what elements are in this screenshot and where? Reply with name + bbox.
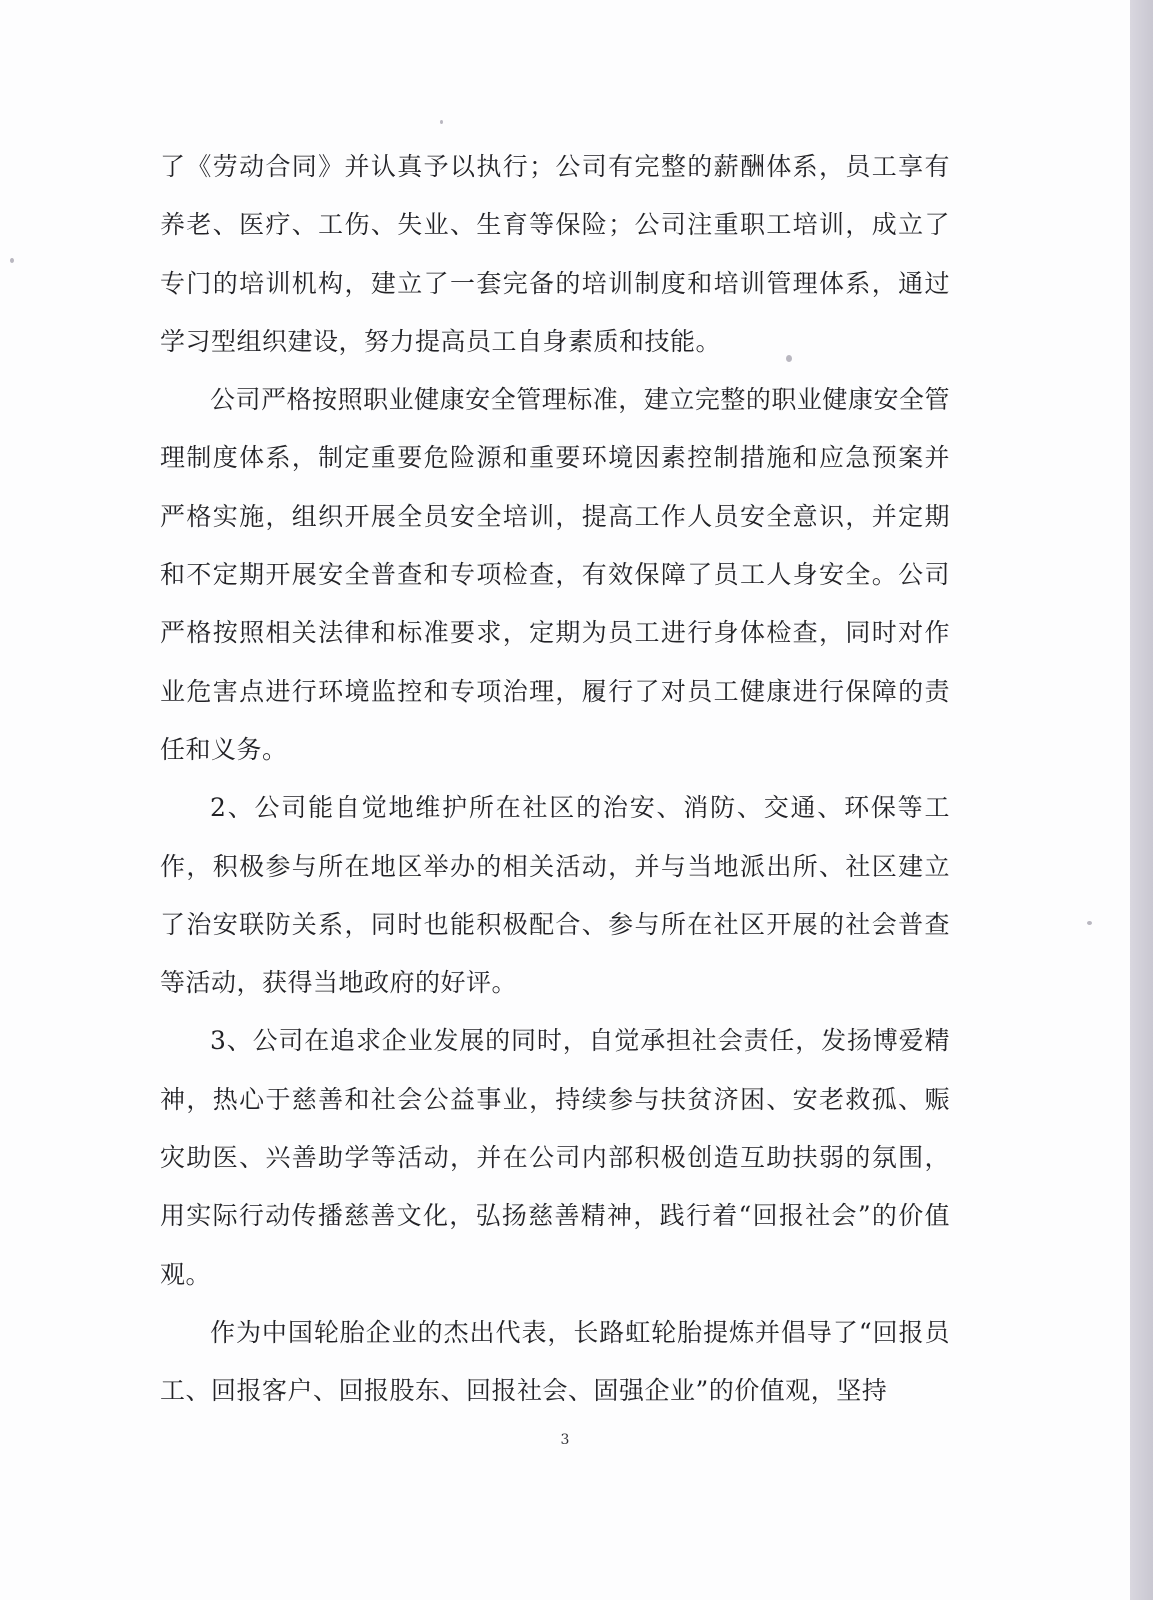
scan-speck [1087, 921, 1092, 925]
scan-speck [10, 258, 14, 263]
paragraph-1: 了《劳动合同》并认真予以执行；公司有完整的薪酬体系，员工享有养老、医疗、工伤、失业、生育等保险；公司注重职工培训，成立了专门的培训机构，建立了一套完备的培训制度和培训管理体系，通过学习型组织建设，努力提高员工自身素质和技能。 [160, 152, 950, 356]
body-text [160, 138, 950, 1421]
paragraph-4: 3、公司在追求企业发展的同时，自觉承担社会责任，发扬博爱精神，热心于慈善和社会公益事业，持续参与扶贫济困、安老救孤、赈灾助医、兴善助学等活动，并在公司内部积极创造互助扶弱的氛围，用实际行动传播慈善文化，弘扬慈善精神，践行着“回报社会”的价值观。 [160, 1026, 950, 1289]
paragraph-2: 公司严格按照职业健康安全管理标准，建立完整的职业健康安全管理制度体系，制定重要危险源和重要环境因素控制措施和应急预案并严格实施，组织开展全员安全培训，提高工作人员安全意识，并定期和不定期开展安全普查和专项检查，有效保障了员工人身安全。公司严格按照相关法律和标准要求，定期为员工进行身体检查，同时对作业危害点进行环境监控和专项治理，履行了对员工健康进行保障的责任和义务。 [160, 385, 950, 764]
scan-speck [440, 120, 443, 124]
page-number: 3 [560, 1432, 570, 1448]
paragraph-5: 作为中国轮胎企业的杰出代表，长路虹轮胎提炼并倡导了“回报员工、回报客户、回报股东、回报社会、固强企业”的价值观，坚持 [160, 1317, 950, 1406]
paragraph-3: 2、公司能自觉地维护所在社区的治安、消防、交通、环保等工作，积极参与所在地区举办的相关活动，并与当地派出所、社区建立了治安联防关系，同时也能积极配合、参与所在社区开展的社会普查等活动，获得当地政府的好评。 [160, 793, 950, 998]
scan-page-edge [1130, 0, 1153, 1600]
